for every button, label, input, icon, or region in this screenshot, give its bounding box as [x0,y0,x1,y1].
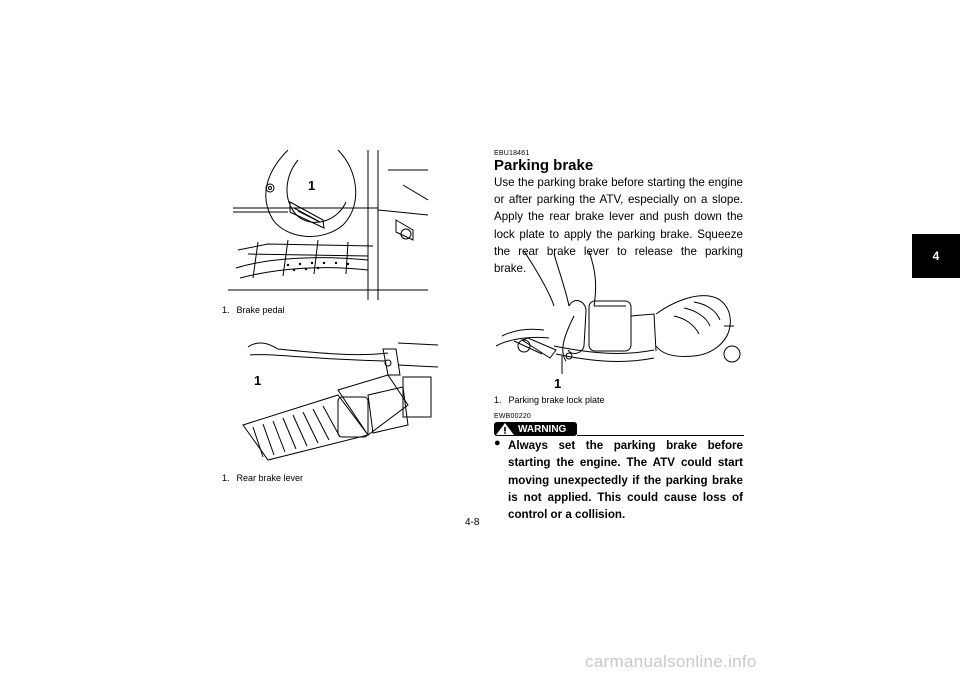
caption-number: 1. [222,305,230,315]
lock-plate-illustration [494,246,744,391]
page-number: 4-8 [465,517,480,528]
caption-number: 1. [494,395,502,405]
warning-triangle-icon [494,422,516,436]
section-body: Use the parking brake before starting the engine or after parking the ATV, especially on a slope. Apply the rear brake lever and push down the lock plate to apply the parking brake. Squeeze the rear brake lever to release the parking brake. [494,176,743,276]
brake-pedal-callout: 1 [308,178,316,193]
section-code: EBU18461 [494,150,530,157]
warning-header [494,422,744,436]
warning-rule [577,435,744,436]
caption-number: 1. [222,473,230,483]
rear-brake-lever-illustration [238,335,438,465]
brake-pedal-illustration [228,150,428,300]
warning-code: EWB00220 [494,413,532,420]
section-title: Parking brake [494,157,594,174]
warning-label: WARNING [518,423,567,435]
warning-badge [494,422,577,436]
lock-plate-caption [494,395,605,405]
watermark: carmanualsonline.info [585,652,757,671]
rear-brake-lever-callout: 1 [254,373,262,388]
brake-pedal-caption [222,305,285,315]
chapter-tab: 4 [912,234,960,278]
caption-text: Parking brake lock plate [508,395,605,405]
warning-bullet: ● [494,437,501,449]
lock-plate-callout: 1 [554,376,562,391]
warning-text: Always set the parking brake before starting the engine. The ATV could start moving unexpectedly if the parking brake is not applied. This could cause loss of control or a collision. [508,439,743,522]
rear-brake-lever-caption [222,473,303,483]
caption-text: Brake pedal [236,305,285,315]
caption-text: Rear brake lever [236,473,304,483]
